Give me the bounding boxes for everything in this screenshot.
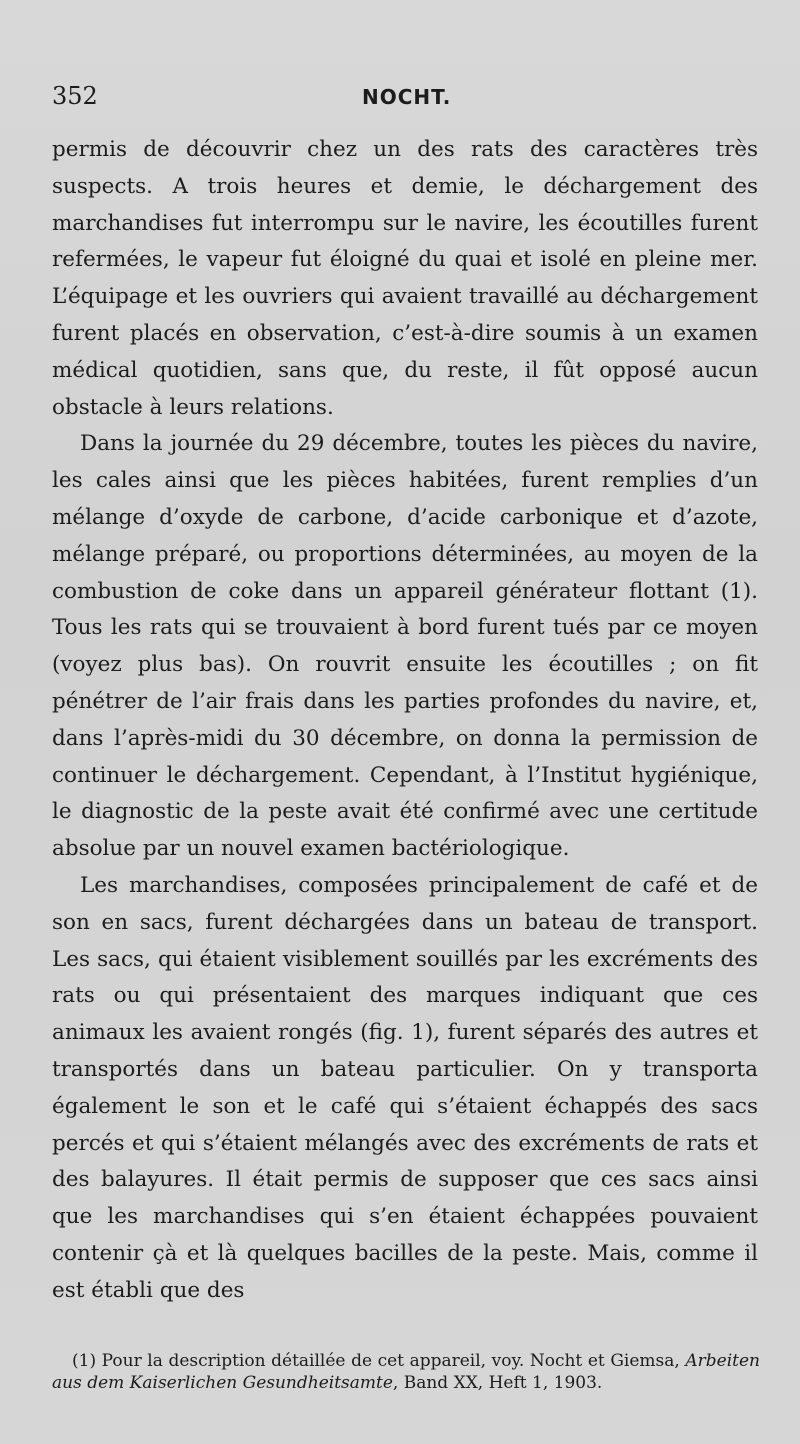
footnote-lead: (1) Pour la description détaillée de cet appareil, voy. Nocht et Giemsa, — [72, 1351, 686, 1371]
footnote-tail: , Band XX, Heft 1, 1903. — [392, 1373, 603, 1393]
page-header — [52, 82, 752, 112]
paragraph-1: permis de découvrir chez un des rats des caractères très suspects. A trois heures et demie, le déchargement des marchandises fut interrompu sur le navire, les écoutilles furent refermées, le vapeur fut éloigné du quai et isolé en pleine mer. L’équipage et les ouvriers qui avaient travaillé au déchargement furent placés en observation, c’est-à-dire soumis à un examen médical quotidien, sans que, du reste, il fût opposé aucun obstacle à leurs relations. — [52, 137, 758, 420]
paragraph-3: Les marchandises, composées principalement de café et de son en sacs, furent déchargées dans un bateau de transport. Les sacs, qui étaient visiblement souillés par les excréments des rats ou qui présentaient des marques indiquant que ces animaux les avaient rongés (fig. 1), furent séparés des autres et transportés dans un bateau particulier. On y transporta également le son et le café qui s’étaient échappés des sacs percés et qui s’étaient mélangés avec des excréments de rats et des balayures. Il était permis de supposer que ces sacs ainsi que les marchandises qui s’en étaient échappées pouvaient contenir çà et là quelques bacilles de la peste. Mais, comme il est établi que des — [52, 872, 758, 1303]
footnote — [52, 1350, 760, 1394]
paragraph-2: Dans la journée du 29 décembre, toutes les pièces du navire, les cales ainsi que les pièces habitées, furent remplies d’un mélange d’oxyde de carbone, d’acide carbonique et d’azote, mélange préparé, ou proportions déterminées, au moyen de la combustion de coke dans un appareil générateur flottant (1). Tous les rats qui se trouvaient à bord furent tués par ce moyen (voyez plus bas). On rouvrit ensuite les écoutilles ; on fit pénétrer de l’air frais dans les parties profondes du navire, et, dans l’après-midi du 30 décembre, on donna la permission de continuer le déchargement. Cependant, à l’Institut hygiénique, le diagnostic de la peste avait été confirmé avec une certitude absolue par un nouvel examen bactériologique. — [52, 431, 758, 862]
footnote-cited-title: Arbeiten aus dem Kaiserlichen Gesundheitsamte — [52, 1351, 760, 1393]
running-head: NOCHT. — [362, 85, 452, 109]
body-text — [52, 132, 758, 1310]
page-number: 352 — [52, 82, 98, 110]
footnote-text — [52, 1350, 760, 1394]
